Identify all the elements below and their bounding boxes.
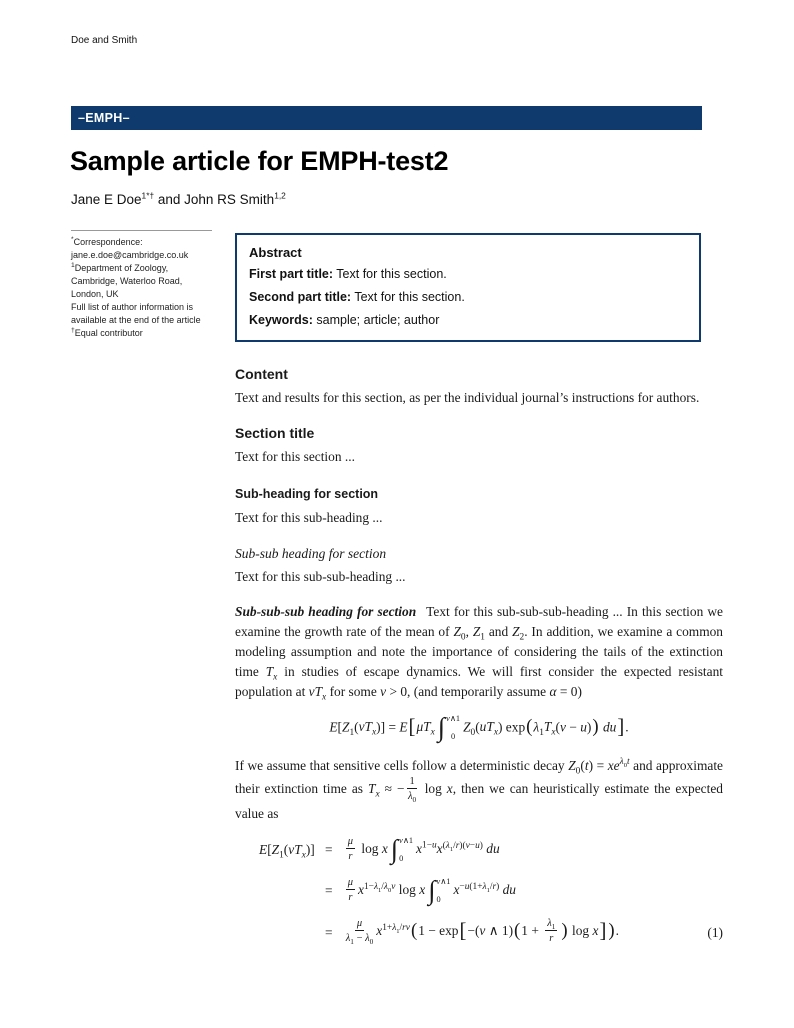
equation-array (259, 833, 723, 947)
abstract-keywords (249, 312, 687, 329)
affiliation-line-1: $^1$Department of Zoology, (71, 262, 169, 273)
author-info-note-2: available at the end of the article (71, 315, 201, 325)
equation-rhs-2-expr: $\frac{\mu}{r}$ $x^{1-\lambda_1/\lambda_0v}$ log x ∫ v∧1 0 $x^{-u(1+\lambda_1/r)}$ du (347, 874, 516, 905)
abstract-second-part (249, 289, 687, 306)
sub-sub-sub-paragraph (235, 602, 723, 702)
equation-rhs-1-expr: $\frac{\mu}{r}$ log x ∫ v∧1 0 $x^{1-u}x^{(\lambda_1/r)(v-u)}$ du (347, 833, 500, 864)
content-paragraph: Text and results for this section, as per the individual journal’s instructions for authors. (235, 390, 700, 405)
equal-contributor-note: †Equal contributor (71, 327, 143, 338)
abstract-first-part-text: Text for this section. (333, 267, 447, 281)
correspondence-label: *Correspondence: (71, 236, 143, 247)
abstract-keywords-label: Keywords: (249, 312, 313, 327)
section-title-heading: Section title (235, 425, 315, 441)
equals-sign: = (324, 842, 333, 858)
author-line: Jane E Doe$^{1*\dagger}$ and John RS Smith$^{1,2}$ (71, 190, 286, 207)
margin-notes (71, 230, 212, 340)
affiliation-line-2: Cambridge, Waterloo Road, (71, 276, 183, 286)
running-head: Doe and Smith (71, 35, 138, 46)
equation-rhs-3 (343, 918, 723, 946)
display-equation: $E[Z_1(vT_x)] = E[\mu T_x$ ∫ v∧1 0 $Z_0(uT_x) \exp(\lambda_1T_x(v - u))$ du]. (329, 712, 629, 742)
equation-lhs: $E[Z_1(vT_x)]$ (259, 842, 315, 861)
between-equations-paragraph: If we assume that sensitive cells follow a deterministic decay $Z_0(t) = xe^{\lambda_0t}$ and approximate their extinction time as $T_x$ ≈ − $\frac{1}{\lambda_0}$ log x, then we can heuristically estimate the expected value as (235, 757, 723, 821)
main-column (235, 364, 723, 946)
equals-sign: = (324, 883, 333, 899)
abstract-first-part (249, 266, 687, 283)
sub-sub-paragraph: Text for this sub-sub-heading ... (235, 569, 406, 584)
equation-rhs-3-expr: $\frac{\mu}{\lambda_1 - \lambda_0}$ $x^{1+\lambda_1/rv}(1 - \exp[-(v$ ∧ 1)(1 + $\frac{\lambda_1}{r}$ ) log x] ). (345, 918, 619, 947)
sub-sub-sub-heading: Sub-sub-sub heading for section (235, 604, 417, 619)
sub-paragraph: Text for this sub-heading ... (235, 510, 383, 525)
content-heading: Content (235, 366, 288, 382)
equals-sign: = (324, 924, 333, 940)
equation-number: (1) (707, 924, 723, 940)
abstract-second-part-label: Second part title: (249, 289, 352, 304)
affiliation-line-3: London, UK (71, 289, 119, 299)
sub-sub-sub-text: Text for this sub-sub-sub-heading ... In this section we examine the growth rate of the mean of $Z_0$, $Z_1$ and $Z_2$. In addition, we examine a common modeling assumption and note the importance of considering the tails of the extinction time $T_x$ in studies of escape dynamics. We will first consider the expected resistant population at $vT_x$ for some v > 0, (and temporarily assume α = 0) (235, 604, 723, 703)
journal-banner (71, 106, 702, 130)
author-info-note-1: Full list of author information is (71, 302, 194, 312)
journal-banner-label: –EMPH– (78, 111, 130, 125)
abstract-second-part-text: Text for this section. (351, 289, 465, 304)
equation-rhs-2 (343, 874, 723, 905)
sub-sub-heading: Sub-sub heading for section (235, 546, 387, 561)
abstract-box (235, 233, 701, 342)
abstract-first-part-label: First part title: (249, 267, 334, 281)
section-paragraph: Text for this section ... (235, 449, 355, 464)
equation-rhs-1 (343, 833, 723, 864)
abstract-keywords-text: sample; article; author (312, 312, 440, 327)
article-title: Sample article for EMPH-test2 (70, 146, 449, 176)
correspondence-email: jane.e.doe@cambridge.co.uk (71, 250, 189, 260)
abstract-heading: Abstract (249, 245, 302, 260)
sub-heading: Sub-heading for section (235, 487, 379, 501)
